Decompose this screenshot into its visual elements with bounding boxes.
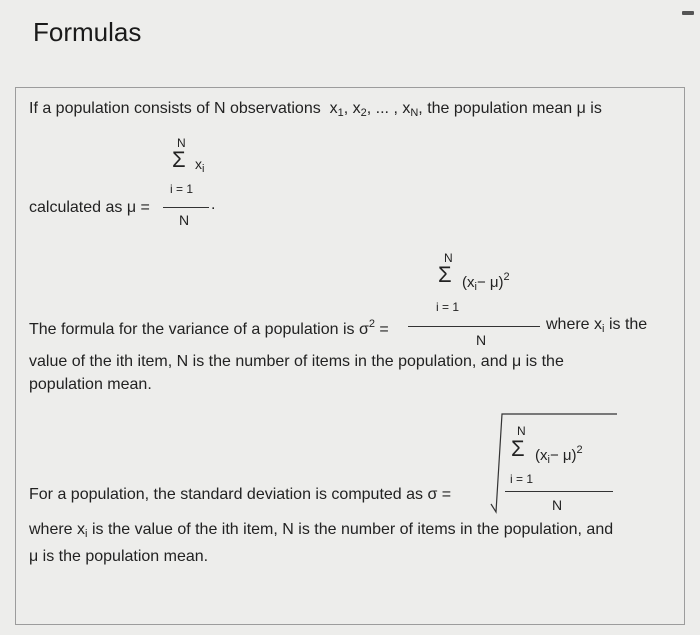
variance-after: where $x_i$ is the bbox=[546, 316, 648, 335]
variance-line3: population mean. bbox=[29, 376, 152, 393]
mean-lead: calculated as μ = bbox=[29, 199, 150, 216]
variance-sum-lower: i = 1 bbox=[436, 300, 460, 314]
mean-denominator: N bbox=[179, 212, 190, 228]
scrollbar-indicator[interactable] bbox=[682, 11, 694, 15]
stddev-sum-upper: N bbox=[517, 424, 526, 438]
variance-lead: The formula for the variance of a population is $\sigma^2$ = bbox=[29, 318, 389, 338]
mean-term: $x_i$ bbox=[195, 156, 205, 175]
stddev-numerator: $(x_i- \mu)^2$ bbox=[535, 444, 583, 466]
mean-sigma: Σ bbox=[172, 147, 186, 172]
stddev-fraction-bar bbox=[505, 491, 613, 492]
variance-sum-upper: N bbox=[444, 251, 453, 265]
page-title: Formulas bbox=[33, 17, 142, 47]
mean-intro: If a population consists of N observations $x_1$, $x_2$, ... , $x_N$, the population mean μ is bbox=[29, 100, 602, 119]
variance-numerator: $(x_i- \mu)^2$ bbox=[462, 271, 510, 293]
stddev-sum-lower: i = 1 bbox=[510, 472, 534, 486]
mean-fraction-bar bbox=[163, 207, 209, 208]
mean-period: . bbox=[211, 196, 216, 213]
mean-sum-lower: i = 1 bbox=[170, 182, 194, 196]
mean-sum-upper: N bbox=[177, 136, 186, 150]
variance-sigma: Σ bbox=[438, 262, 452, 287]
variance-line2: value of the ith item, N is the number of items in the population, and μ is the bbox=[29, 353, 564, 370]
variance-fraction-bar bbox=[408, 326, 540, 327]
variance-denominator: N bbox=[476, 332, 487, 348]
stddev-denominator: N bbox=[552, 497, 563, 513]
stddev-line3: μ is the population mean. bbox=[29, 548, 209, 565]
stddev-line2: where $x_i$ is the value of the ith item, N is the number of items in the population, and bbox=[29, 521, 614, 540]
stddev-lead: For a population, the standard deviation is computed as σ = bbox=[29, 486, 452, 503]
stddev-sigma: Σ bbox=[511, 436, 525, 461]
